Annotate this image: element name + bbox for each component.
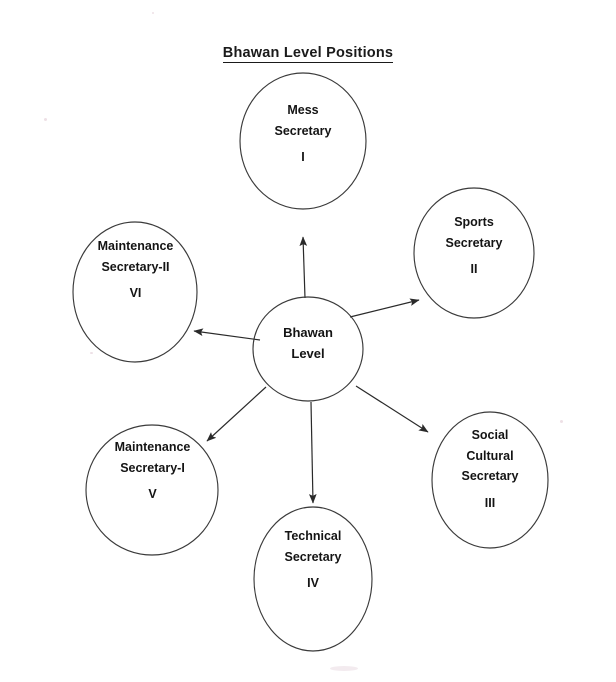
label-line-2: Level (291, 346, 325, 362)
label-line-1: Maintenance (114, 440, 191, 454)
label-number: II (470, 262, 478, 277)
node-maintenance-secretary-i[interactable] (86, 425, 218, 555)
label-line-1: Mess (287, 103, 319, 117)
label-line-1: Bhawan (283, 325, 333, 340)
label-line-2: Secretary (445, 235, 503, 250)
edge-center-mess (303, 237, 305, 298)
label-number: III (484, 495, 496, 510)
edge-center-maintenance-i (207, 387, 266, 441)
node-center-bhawan-level[interactable] (253, 297, 363, 401)
label-line-1: Technical (284, 529, 342, 543)
label-number: VI (129, 286, 142, 301)
paper-speck (330, 666, 358, 671)
edge-center-sports (350, 300, 419, 317)
node-maintenance-secretary-ii[interactable] (73, 222, 197, 362)
paper-speck (90, 352, 93, 354)
label-number: V (148, 487, 157, 502)
label-number: IV (307, 576, 319, 591)
label-line-1: Social (471, 428, 509, 442)
label-line-2: Cultural (466, 448, 514, 463)
paper-speck (44, 118, 47, 121)
edge-center-social (356, 386, 428, 432)
edge-center-maintenance-ii (194, 331, 260, 340)
label-line-2: Secretary-I (120, 460, 185, 475)
node-mess-secretary[interactable] (240, 73, 366, 209)
label-line-2: Secretary (284, 549, 342, 564)
label-line-2: Secretary (274, 123, 332, 138)
label-line-1: Maintenance (97, 239, 174, 253)
node-social-cultural-secretary[interactable] (432, 412, 548, 548)
node-sports-secretary[interactable] (414, 188, 534, 318)
paper-speck (560, 420, 563, 423)
label-number: I (301, 150, 305, 165)
label-line-2: Secretary-II (101, 259, 170, 274)
paper-speck (152, 12, 154, 14)
label-line-3: Secretary (461, 469, 519, 484)
page-title: Bhawan Level Positions (222, 45, 394, 61)
node-technical-secretary[interactable] (254, 507, 372, 651)
edge-center-technical (311, 402, 313, 503)
label-line-1: Sports (454, 215, 494, 229)
